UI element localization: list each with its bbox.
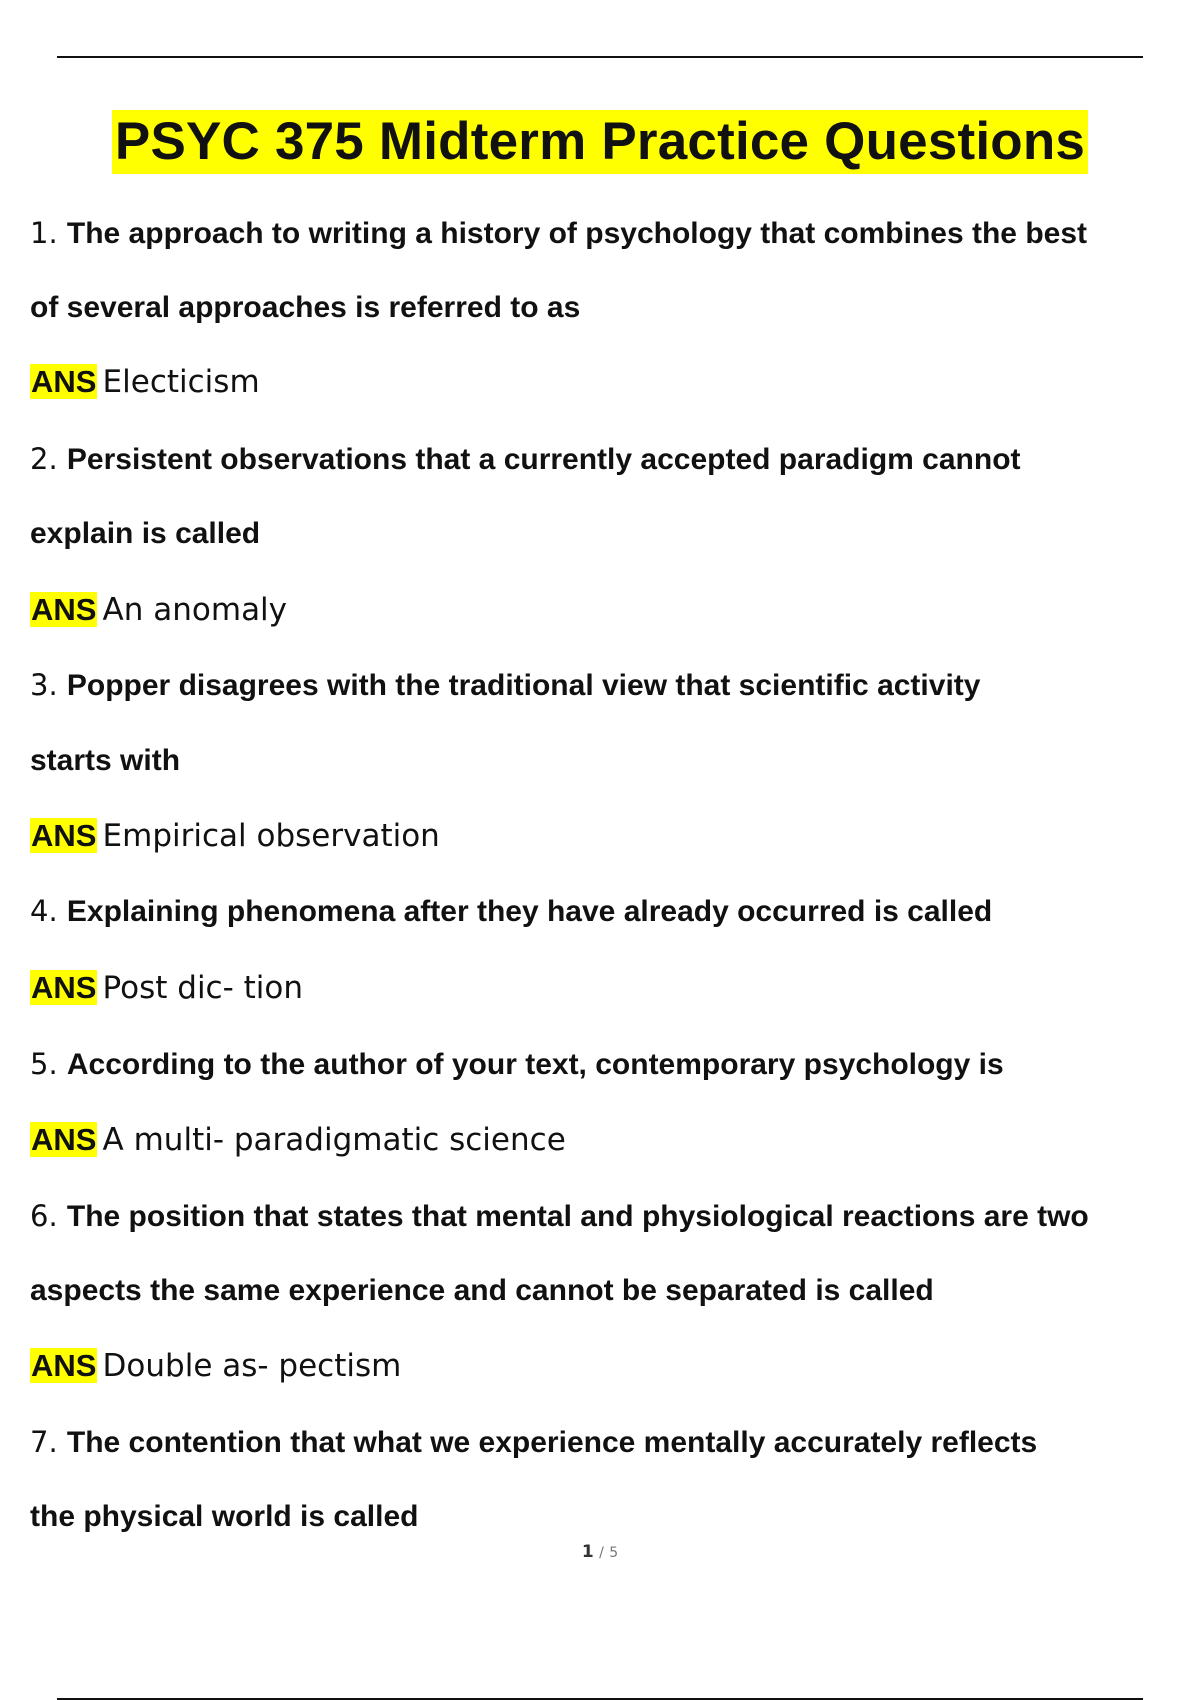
current-page: 1	[581, 1542, 594, 1562]
question-text: Explaining phenomena after they have already occurred is called	[66, 895, 993, 928]
question-7-continuation: the physical world is called	[30, 1500, 419, 1533]
question-number: 3.	[30, 668, 58, 702]
question-7	[30, 1425, 1037, 1460]
question-5	[30, 1047, 1004, 1082]
question-4	[30, 894, 992, 929]
page-separator: /	[599, 1545, 604, 1561]
question-text: According to the author of your text, contemporary psychology is	[66, 1048, 1004, 1081]
page-indicator	[0, 1542, 1200, 1562]
answer-6	[30, 1348, 401, 1384]
question-number: 6.	[30, 1199, 58, 1233]
question-3	[30, 668, 980, 703]
question-3-continuation: starts with	[30, 744, 181, 777]
question-text: The position that states that mental and physiological reactions are two	[66, 1200, 1089, 1233]
answer-5	[30, 1122, 566, 1158]
question-2-continuation: explain is called	[30, 517, 261, 550]
total-pages: 5	[609, 1545, 619, 1561]
answer-tag: ANS	[31, 592, 97, 627]
title-container	[0, 110, 1200, 174]
question-text: Popper disagrees with the traditional view that scientific activity	[66, 669, 981, 702]
document-title: PSYC 375 Midterm Practice Questions	[112, 110, 1088, 174]
answer-text: Empirical observation	[102, 818, 440, 854]
answer-text: An anomaly	[102, 592, 288, 628]
answer-4	[30, 970, 303, 1006]
question-number: 5.	[30, 1047, 58, 1081]
question-text: The approach to writing a history of psychology that combines the best	[66, 217, 1088, 250]
top-rule	[57, 56, 1143, 58]
question-number: 7.	[30, 1425, 58, 1459]
question-6-continuation: aspects the same experience and cannot be separated is called	[30, 1274, 934, 1307]
answer-2	[30, 592, 287, 628]
question-1	[30, 216, 1087, 251]
question-text: The contention that what we experience mentally accurately reflects	[66, 1426, 1038, 1459]
answer-text: A multi- paradigmatic science	[102, 1122, 566, 1158]
question-number: 4.	[30, 894, 58, 928]
answer-text: Electicism	[102, 364, 260, 400]
answer-tag: ANS	[31, 1348, 97, 1383]
answer-1	[30, 364, 260, 400]
answer-3	[30, 818, 440, 854]
answer-tag: ANS	[31, 364, 97, 399]
question-number: 1.	[30, 216, 58, 250]
question-text: Persistent observations that a currently accepted paradigm cannot	[66, 443, 1021, 476]
question-6	[30, 1199, 1089, 1234]
question-1-continuation: of several approaches is referred to as	[30, 291, 581, 324]
answer-tag: ANS	[31, 970, 97, 1005]
question-number: 2.	[30, 442, 58, 476]
answer-tag: ANS	[31, 1122, 97, 1157]
answer-text: Post dic- tion	[102, 970, 304, 1006]
question-2	[30, 442, 1021, 477]
answer-tag: ANS	[31, 818, 97, 853]
answer-text: Double as- pectism	[102, 1348, 402, 1384]
